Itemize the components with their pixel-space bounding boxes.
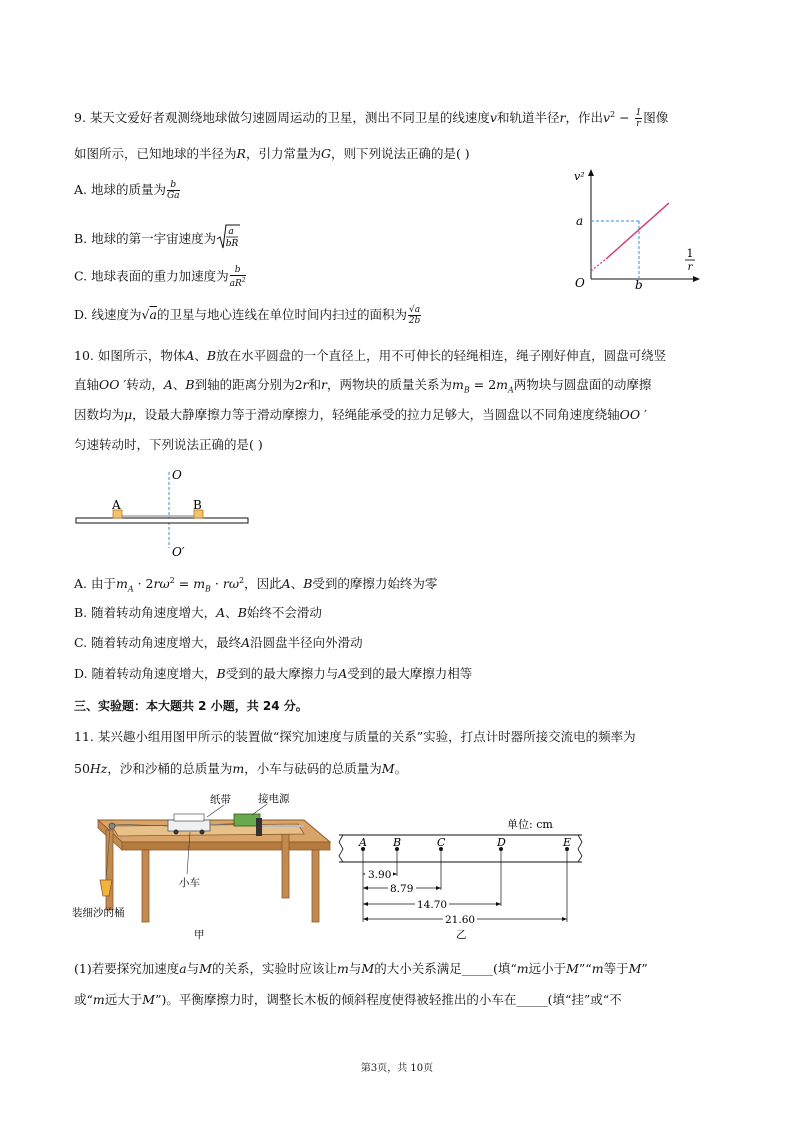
- q10-stem-line1: 10. 如图所示，物体A、B放在水平圆盘的一个直径上，用不可伸长的轻绳相连，绳子刚好伸直，圆盘可绕竖: [74, 348, 667, 363]
- q9-option-d: D. 线速度为√a的卫星与地心连线在单位时间内扫过的面积为 $\frac{√a}{2b}$: [74, 305, 421, 326]
- q11-label-power: 接电源: [258, 793, 290, 805]
- q11-tape-unit: 单位: cm: [507, 818, 553, 831]
- q10-fig-label-a: A: [112, 498, 121, 512]
- svg-text:a: a: [228, 227, 234, 237]
- q11-figure-apparatus: [72, 790, 337, 940]
- q11-label-bucket: 装细沙的桶: [72, 907, 125, 919]
- q9-graph-a-label: a: [576, 214, 584, 228]
- q10-stem-line2: 直轴OO ′转动，A、B到轴的距离分别为2r和r，两物块的质量关系为$m_B = 2m_A$两物块与圆盘面的动摩擦: [74, 377, 652, 395]
- q11-figure-tape: [334, 812, 586, 940]
- q11-caption-jia: 甲: [194, 929, 205, 940]
- q10-fig-label-o: O: [172, 468, 182, 482]
- section-heading: 三、实验题：本大题共 2 小题，共 24 分。: [74, 699, 308, 713]
- q10-figure: [72, 464, 254, 562]
- q11-sub1-line2: 或“m远大于M”)。平衡摩擦力时，调整长木板的倾斜程度使得被轻推出的小车在_____(填“挂”或“不: [74, 992, 622, 1007]
- q11-tape-point-e: E: [563, 836, 572, 849]
- svg-text:1: 1: [686, 247, 694, 260]
- q11-tape-d4: 21.60: [445, 914, 476, 926]
- q9-graph-ylabel: v²: [574, 170, 585, 183]
- q10-fig-label-b: B: [193, 498, 202, 512]
- q9-option-c: C. 地球表面的重力加速度为 $\frac{b}{aR^2}$: [74, 265, 246, 289]
- q11-caption-yi: 乙: [456, 929, 467, 940]
- q11-tape-point-c: C: [437, 836, 446, 849]
- q11-tape-point-a: A: [359, 836, 367, 849]
- svg-text:r: r: [687, 262, 693, 273]
- q11-tape-d3: 14.70: [417, 899, 448, 911]
- q11-tape-d1: 3.90: [368, 869, 392, 881]
- q10-option-a: A. 由于$m_A \cdot 2r\omega^2 = m_B \cdot r\omega^2$，因此A、B受到的摩擦力始终为零: [74, 576, 438, 594]
- svg-text:bR: bR: [225, 239, 239, 249]
- q11-stem-line2: 50Hz，沙和沙桶的总质量为m，小车与砝码的总质量为M。: [74, 761, 408, 776]
- q9-graph-b-label: b: [635, 278, 643, 292]
- q11-label-paper-tape: 纸带: [210, 794, 231, 806]
- q11-sub1-line1: (1)若要探究加速度a与M的关系，实验时应该让m与M的大小关系满足_____(填“m远小于M”“m等于M”: [74, 961, 648, 976]
- q10-stem-line4: 匀速转动时，下列说法正确的是( ): [74, 437, 263, 452]
- q11-label-cart: 小车: [179, 877, 200, 889]
- q9-graph-origin: O: [575, 276, 585, 290]
- q11-tape-point-d: D: [497, 836, 506, 849]
- q11-stem-line1: 11. 某兴趣小组用图甲所示的装置做“探究加速度与质量的关系”实验，打点计时器所接交流电的频率为: [74, 729, 636, 744]
- page-footer: 第3页，共 10页: [360, 1063, 434, 1074]
- q11-tape-d2: 8.79: [390, 883, 414, 895]
- q9-stem-line2: 如图所示，已知地球的半径为R，引力常量为G，则下列说法正确的是( ): [74, 146, 470, 161]
- q11-tape-point-b: B: [393, 836, 402, 849]
- q9-option-b: B. 地球的第一宇宙速度为 a bR: [74, 227, 239, 249]
- q10-option-b: B. 随着转动角速度增大，A、B始终不会滑动: [74, 605, 322, 620]
- q9-graph: [568, 166, 708, 292]
- q10-fig-label-oprime: O′: [172, 545, 185, 559]
- q9-stem-line1: 9. 某天文爱好者观测绕地球做匀速圆周运动的卫星，测出不同卫星的线速度v和轨道半径r，作出$v^2$ − $\frac{1}{r}$ 图像: [74, 108, 669, 130]
- q10-stem-line3: 因数均为μ，设最大静摩擦力等于滑动摩擦力，轻绳能承受的拉力足够大，当圆盘以不同角速度绕轴OO ′: [74, 407, 647, 422]
- q10-option-d: D. 随着转动角速度增大，B受到的最大摩擦力与A受到的最大摩擦力相等: [74, 666, 473, 681]
- q9-option-a: A. 地球的质量为 $\frac{b}{Ga}$: [74, 180, 180, 201]
- q10-option-c: C. 随着转动角速度增大，最终A沿圆盘半径向外滑动: [74, 635, 363, 650]
